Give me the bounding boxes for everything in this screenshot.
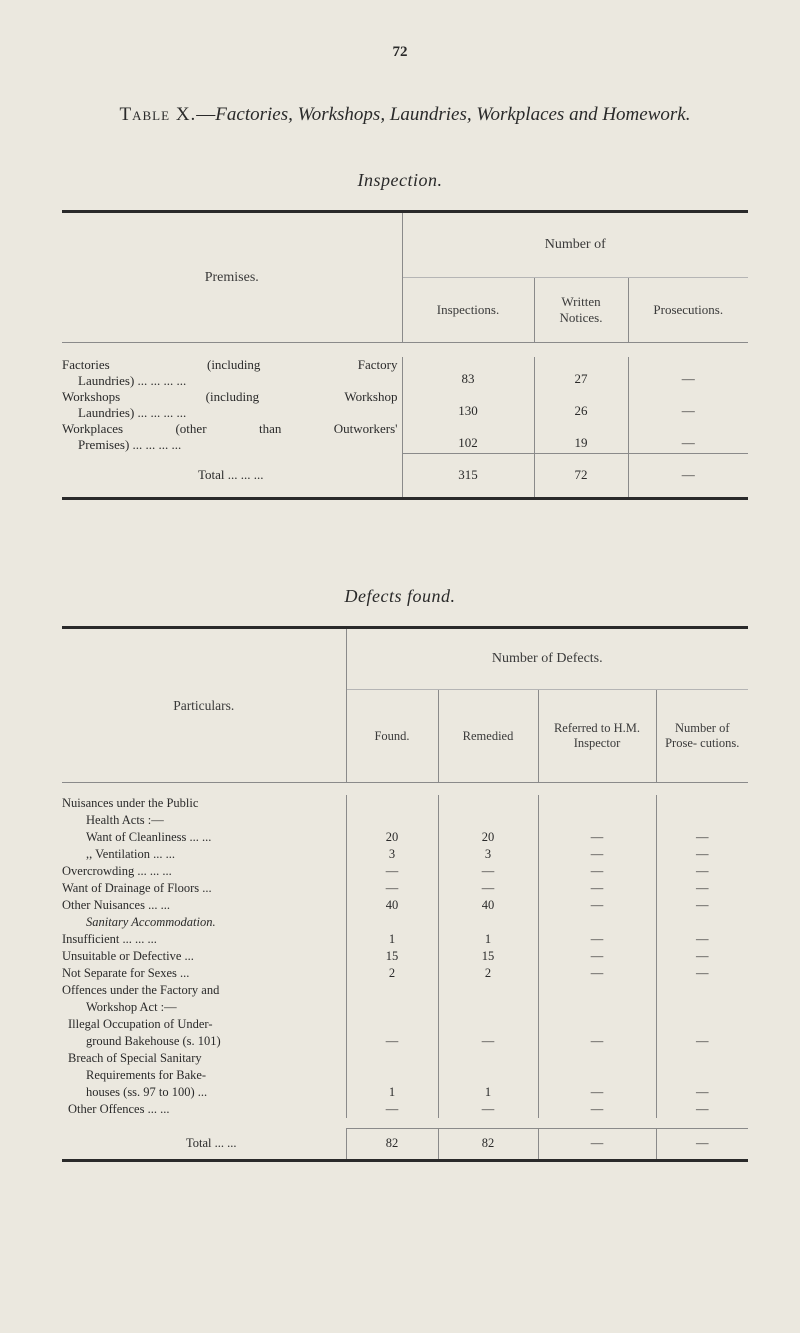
table-row (62, 999, 748, 1016)
cell-found (346, 982, 438, 999)
row-label-line2: Laundries) ... ... ... ... (78, 373, 187, 388)
table-title (60, 100, 750, 130)
cell-referred: — (538, 1084, 656, 1101)
table-row (62, 880, 748, 897)
cell-found: — (385, 881, 399, 895)
cell-referred: — (538, 863, 656, 880)
defects-table (62, 626, 748, 1162)
cell-found: 40 (385, 898, 399, 912)
cell-found: 1 (388, 1085, 396, 1099)
cell-remedied: 20 (438, 829, 538, 846)
cell-prosecutions (656, 1016, 748, 1033)
row-label: Insufficient ... ... ... (62, 931, 346, 948)
total-referred: — (538, 1129, 656, 1161)
cell-referred (538, 1016, 656, 1033)
table-row (62, 1067, 748, 1084)
table-row (62, 1084, 748, 1101)
table-row (62, 965, 748, 982)
cell-prosecutions: — (628, 421, 748, 453)
table-row (62, 948, 748, 965)
table-row (62, 1033, 748, 1050)
cell-prosecutions (656, 795, 748, 812)
cell-remedied: — (438, 880, 538, 897)
row-label: Want of Drainage of Floors ... (62, 880, 346, 897)
cell-prosecutions: — (656, 897, 748, 914)
cell-referred (538, 812, 656, 829)
row-label: Overcrowding ... ... ... (62, 863, 346, 880)
cell-remedied (438, 982, 538, 999)
table-title-dash: — (196, 104, 216, 125)
page-number: 72 (392, 44, 408, 60)
cell-prosecutions: — (656, 948, 748, 965)
cell-referred (538, 795, 656, 812)
row-label-line2: Laundries) ... ... ... ... (78, 405, 187, 420)
table-row (62, 931, 748, 948)
cell-remedied: 3 (438, 846, 538, 863)
cell-found (346, 914, 438, 931)
cell-remedied: 2 (438, 965, 538, 982)
cell-found (346, 999, 438, 1016)
cell-prosecutions: — (656, 863, 748, 880)
cell-prosecutions: — (656, 1033, 748, 1050)
cell-referred (538, 999, 656, 1016)
cell-found: 20 (385, 830, 399, 844)
cell-remedied: — (438, 1033, 538, 1050)
col-inspections: Inspections. (402, 278, 534, 343)
cell-found (346, 1067, 438, 1084)
cell-found (346, 795, 438, 812)
cell-referred: — (538, 880, 656, 897)
cell-written: 26 (534, 389, 628, 421)
cell-remedied: — (438, 1101, 538, 1118)
table-row (62, 357, 748, 389)
table-row (62, 982, 748, 999)
cell-prosecutions (656, 982, 748, 999)
cell-prosecutions (656, 1067, 748, 1084)
table-title-text: Factories, Workshops, Laundries, Workplaces and Homework. (215, 104, 691, 125)
total-found: 82 (346, 1129, 438, 1161)
cell-prosecutions: — (628, 389, 748, 421)
total-remedied: 82 (438, 1129, 538, 1161)
col-number-of-prosecutions: Number of Prose- cutions. (656, 690, 748, 783)
row-label: Not Separate for Sexes ... (62, 965, 346, 982)
cell-remedied (438, 999, 538, 1016)
cell-found: 15 (385, 949, 399, 963)
col-premises: Premises. (62, 212, 402, 343)
cell-referred (538, 1050, 656, 1067)
col-particulars: Particulars. (62, 628, 346, 783)
total-written: 72 (534, 453, 628, 499)
cell-found: — (385, 864, 399, 878)
table-row (62, 829, 748, 846)
row-label: Other Offences ... ... (62, 1101, 346, 1118)
table-row (62, 897, 748, 914)
cell-prosecutions: — (656, 1101, 748, 1118)
cell-remedied (438, 1016, 538, 1033)
cell-prosecutions: — (656, 880, 748, 897)
table-title-lead: Table X. (119, 104, 197, 125)
cell-written: 19 (534, 421, 628, 453)
cell-remedied: — (438, 863, 538, 880)
inspection-table (62, 210, 748, 500)
row-label-line2: Premises) ... ... ... ... (78, 437, 182, 452)
row-label: Sanitary Accommodation. (62, 914, 346, 931)
cell-referred: — (538, 1101, 656, 1118)
cell-found: 2 (388, 966, 396, 980)
row-label: Other Nuisances ... ... (62, 897, 346, 914)
cell-found: 1 (388, 932, 396, 946)
cell-written: 27 (534, 357, 628, 389)
table-row (62, 812, 748, 829)
table-row (62, 1050, 748, 1067)
total-label: Total ... ... ... (62, 453, 402, 499)
table-row (62, 1101, 748, 1118)
cell-found: — (385, 1034, 399, 1048)
cell-inspections: 83 (461, 371, 475, 386)
row-label: Illegal Occupation of Under- (62, 1016, 346, 1033)
cell-inspections: 130 (458, 403, 478, 418)
col-number-of: Number of (402, 212, 748, 278)
row-label: Health Acts :— (62, 812, 346, 829)
col-written-notices: Written Notices. (534, 278, 628, 343)
cell-remedied: 1 (438, 931, 538, 948)
row-label-line1: Factories (including Factory (62, 357, 398, 372)
cell-prosecutions: — (656, 931, 748, 948)
cell-found: 3 (388, 847, 396, 861)
total-prosecutions: — (628, 453, 748, 499)
cell-referred (538, 982, 656, 999)
row-label: houses (ss. 97 to 100) ... (62, 1084, 346, 1101)
cell-found (346, 1050, 438, 1067)
total-row (62, 1129, 748, 1161)
cell-referred (538, 1067, 656, 1084)
row-label-line1: Workplaces (other than Outworkers' (62, 421, 398, 436)
cell-remedied: 40 (438, 897, 538, 914)
row-label: Offences under the Factory and (62, 982, 346, 999)
table-row (62, 1016, 748, 1033)
cell-remedied: 15 (438, 948, 538, 965)
col-prosecutions: Prosecutions. (628, 278, 748, 343)
cell-remedied (438, 795, 538, 812)
cell-prosecutions: — (628, 357, 748, 389)
cell-inspections: 102 (458, 434, 478, 450)
row-label-line1: Workshops (including Workshop (62, 389, 398, 404)
row-label: Nuisances under the Public (62, 795, 346, 812)
row-label: Requirements for Bake- (62, 1067, 346, 1084)
table-row (62, 863, 748, 880)
col-referred: Referred to H.M. Inspector (538, 690, 656, 783)
cell-referred: — (538, 1033, 656, 1050)
cell-remedied (438, 1050, 538, 1067)
cell-referred (538, 914, 656, 931)
row-label: Breach of Special Sanitary (62, 1050, 346, 1067)
cell-referred: — (538, 829, 656, 846)
defects-heading: Defects found. (344, 586, 456, 606)
col-number-of-defects: Number of Defects. (346, 628, 748, 690)
row-label: ,, Ventilation ... ... (62, 846, 346, 863)
col-remedied: Remedied (438, 690, 538, 783)
cell-prosecutions: — (656, 1084, 748, 1101)
cell-remedied: 1 (438, 1084, 538, 1101)
table-row (62, 389, 748, 421)
cell-remedied (438, 1067, 538, 1084)
cell-referred: — (538, 931, 656, 948)
inspection-heading: Inspection. (357, 170, 443, 190)
cell-prosecutions (656, 914, 748, 931)
cell-found (346, 1016, 438, 1033)
total-prosecutions: — (656, 1129, 748, 1161)
table-row (62, 795, 748, 812)
row-label: Unsuitable or Defective ... (62, 948, 346, 965)
table-row (62, 846, 748, 863)
cell-found: — (385, 1102, 399, 1116)
total-inspections: 315 (402, 453, 534, 499)
cell-referred: — (538, 897, 656, 914)
cell-prosecutions: — (656, 965, 748, 982)
table-row (62, 421, 748, 453)
cell-prosecutions: — (656, 846, 748, 863)
cell-referred: — (538, 948, 656, 965)
cell-prosecutions (656, 999, 748, 1016)
row-label: Workshop Act :— (62, 999, 346, 1016)
cell-found (346, 812, 438, 829)
cell-referred: — (538, 846, 656, 863)
col-found: Found. (346, 690, 438, 783)
cell-prosecutions (656, 812, 748, 829)
cell-remedied (438, 812, 538, 829)
row-label: ground Bakehouse (s. 101) (62, 1033, 346, 1050)
cell-prosecutions (656, 1050, 748, 1067)
total-row (62, 453, 748, 499)
table-row (62, 914, 748, 931)
cell-referred: — (538, 965, 656, 982)
cell-prosecutions: — (656, 829, 748, 846)
row-label: Want of Cleanliness ... ... (62, 829, 346, 846)
cell-remedied (438, 914, 538, 931)
total-label: Total ... ... (62, 1129, 346, 1161)
